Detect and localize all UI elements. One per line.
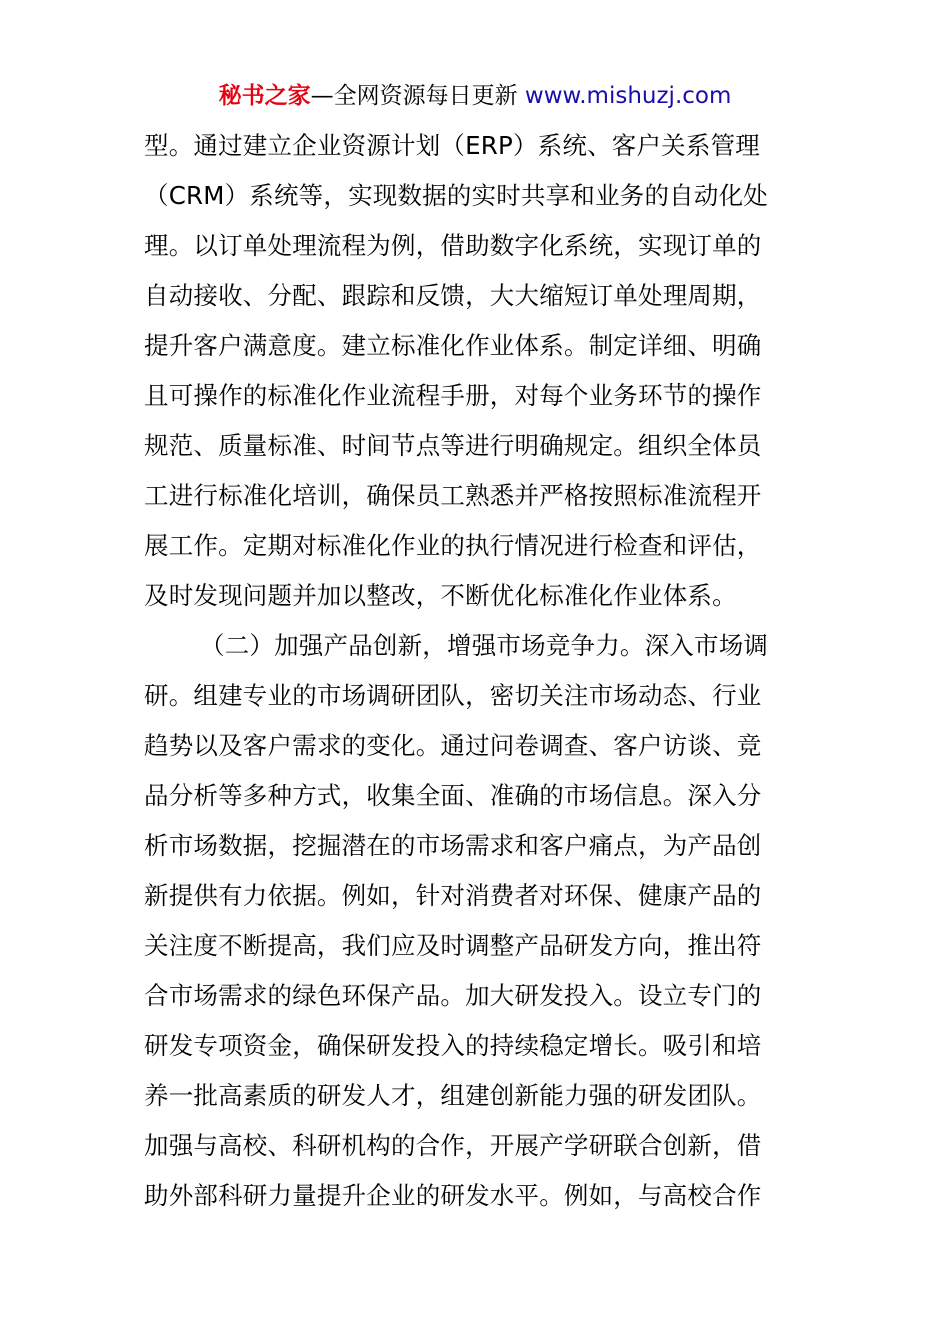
site-url-link[interactable]: www.mishuzj.com <box>524 83 732 109</box>
brand-name: 秘书之家 <box>218 83 311 109</box>
text-line: 提升客户满意度。建立标准化作业体系。制定详细、明确 <box>144 331 762 360</box>
text-line: 型。通过建立企业资源计划（ERP）系统、客户关系管理 <box>144 131 760 160</box>
text-line: 及时发现问题并加以整改，不断优化标准化作业体系。 <box>144 581 737 610</box>
text-line: 加强与高校、科研机构的合作，开展产学研联合创新，借 <box>144 1131 762 1160</box>
text-line: 规范、质量标准、时间节点等进行明确规定。组织全体员 <box>144 431 762 460</box>
text-line: 品分析等多种方式，收集全面、准确的市场信息。深入分 <box>144 781 762 810</box>
text-line: 且可操作的标准化作业流程手册，对每个业务环节的操作 <box>144 381 762 410</box>
site-header <box>0 80 950 112</box>
text-line: 合市场需求的绿色环保产品。加大研发投入。设立专门的 <box>144 981 762 1010</box>
text-line: 助外部科研力量提升企业的研发水平。例如，与高校合作 <box>144 1181 762 1210</box>
text-line: （CRM）系统等，实现数据的实时共享和业务的自动化处 <box>144 181 768 210</box>
text-line: 养一批高素质的研发人才，组建创新能力强的研发团队。 <box>144 1081 762 1110</box>
text-line: 研发专项资金，确保研发投入的持续稳定增长。吸引和培 <box>144 1031 762 1060</box>
text-line: 新提供有力依据。例如，针对消费者对环保、健康产品的 <box>144 881 762 910</box>
text-line: 关注度不断提高，我们应及时调整产品研发方向，推出符 <box>144 931 762 960</box>
text-line: 工进行标准化培训，确保员工熟悉并严格按照标准流程开 <box>144 481 762 510</box>
text-line: 析市场数据，挖掘潜在的市场需求和客户痛点，为产品创 <box>144 831 762 860</box>
text-line: 自动接收、分配、跟踪和反馈，大大缩短订单处理周期， <box>144 281 762 310</box>
text-line: 展工作。定期对标准化作业的执行情况进行检查和评估， <box>144 531 762 560</box>
document-body <box>144 121 814 1221</box>
header-tagline: —全网资源每日更新 <box>310 83 525 109</box>
section-heading-line: （二）加强产品创新，增强市场竞争力。深入市场调 <box>200 631 769 660</box>
text-line: 趋势以及客户需求的变化。通过问卷调查、客户访谈、竞 <box>144 731 762 760</box>
text-line: 研。组建专业的市场调研团队，密切关注市场动态、行业 <box>144 681 762 710</box>
text-line: 理。以订单处理流程为例，借助数字化系统，实现订单的 <box>144 231 762 260</box>
